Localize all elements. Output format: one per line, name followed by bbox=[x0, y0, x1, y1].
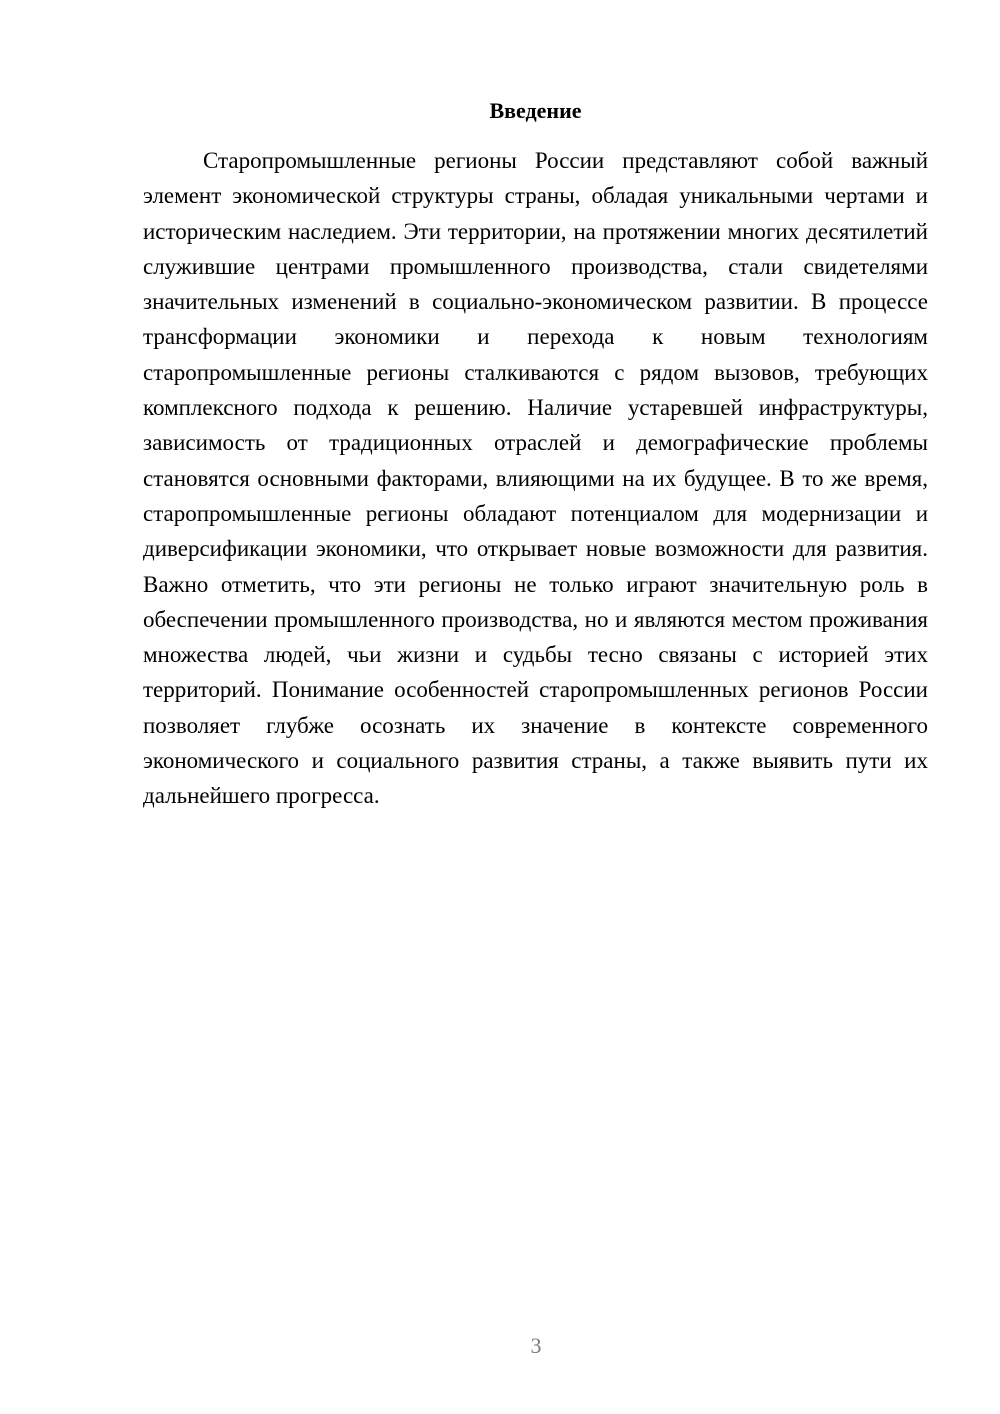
section-heading: Введение bbox=[489, 98, 582, 123]
page-number: 3 bbox=[530, 1333, 542, 1358]
body-paragraph: Старопромышленные регионы России представляют собой важный элемент экономической структуры страны, обладая уникальными чертами и историческим наследием. Эти территории, на протяжении многих десятилетий служившие центрами промышленного производства, стали свидетелями значительных изменений в социально-экономическом развитии. В процессе трансформации экономики и перехода к новым технологиям старопромышленные регионы сталкиваются с рядом вызовов, требующих комплексного подхода к решению. Наличие устаревшей инфраструктуры, зависимость от традиционных отраслей и демографические проблемы становятся основными факторами, влияющими на их будущее. В то же время, старопромышленные регионы обладают потенциалом для модернизации и диверсификации экономики, что открывает новые возможности для развития. Важно отметить, что эти регионы не только играют значительную роль в обеспечении промышленного производства, но и являются местом проживания множества людей, чьи жизни и судьбы тесно связаны с историей этих территорий. Понимание особенностей старопромышленных регионов России позволяет глубже осознать их значение в контексте современного экономического и социального развития страны, а также выявить пути их дальнейшего прогресса. bbox=[143, 148, 928, 809]
